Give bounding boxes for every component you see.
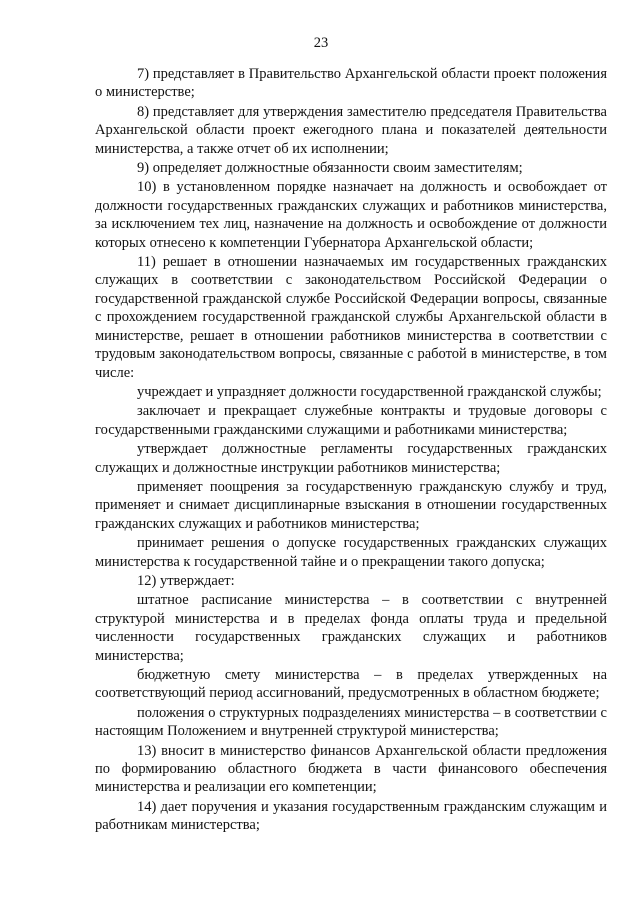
paragraph-14: 14) дает поручения и указания государственным гражданским служащим и работникам министерства; (95, 798, 607, 834)
paragraph-9: 9) определяет должностные обязанности своим заместителям; (137, 160, 523, 177)
paragraph-11-item-5: принимает решения о допуске государственных гражданских служащих министерства к государственной тайне и о прекращении такого допуска; (95, 535, 607, 570)
paragraph-8: 8) представляет для утверждения заместителю председателя Правительства Архангельской области проект ежегодного плана и показателей деятельности министерства, а также отчет об их исполнении; (95, 103, 607, 157)
paragraph-12-item-2: бюджетную смету министерства – в пределах утвержденных на соответствующий период ассигнований, предусмотренных в областном бюджете; (95, 667, 607, 702)
page-number: 23 (313, 35, 329, 51)
paragraph-13: 13) вносит в министерство финансов Архангельской области предложения по формированию областного бюджета в части финансового обеспечения министерства и реализации его компетенции; (95, 742, 607, 796)
paragraph-12-item-3: положения о структурных подразделениях министерства – в соответствии с настоящим Положением и внутренней структурой министерства; (95, 704, 607, 740)
paragraph-11-item-2: заключает и прекращает служебные контракты и трудовые договоры с государственными гражданскими служащими и работниками министерства; (95, 403, 607, 438)
paragraph-12: 12) утверждает: (137, 572, 235, 589)
paragraph-10: 10) в установленном порядке назначает на должность и освобождает от должности государственных гражданских служащих и работников министерства, за исключением тех лиц, назначение на должность и освобождение от должности которых отнесено к компетенции Губернатора Архангельской области; (95, 179, 607, 251)
paragraph-11-item-4: применяет поощрения за государственную гражданскую службу и труд, применяет и снимает дисциплинарные взыскания в отношении государственных гражданских служащих и работников министерства; (95, 478, 607, 532)
paragraph-11-item-3: утверждает должностные регламенты государственных гражданских служащих и должностные инструкции работников министерства; (95, 441, 607, 476)
paragraph-11: 11) решает в отношении назначаемых им государственных гражданских служащих в соответствии с законодательством Российской Федерации о государственной гражданской службе Российской Федерации вопросы, связанные с прохождением государственной гражданской службы Архангельской области в министерстве, решает в отношении работников министерства в соответствии с трудовым законодательством вопросы, связанные с работой в министерстве, в том числе: (95, 254, 607, 381)
paragraph-11-item-1: учреждает и упраздняет должности государственной гражданской службы; (137, 383, 602, 400)
paragraph-7: 7) представляет в Правительство Архангельской области проект положения о министерстве; (95, 66, 607, 101)
paragraph-12-item-1: штатное расписание министерства – в соответствии с внутренней структурой министерства и в пределах фонда оплаты труда и предельной численности государственных гражданских служащих и работников министерства; (95, 592, 607, 664)
